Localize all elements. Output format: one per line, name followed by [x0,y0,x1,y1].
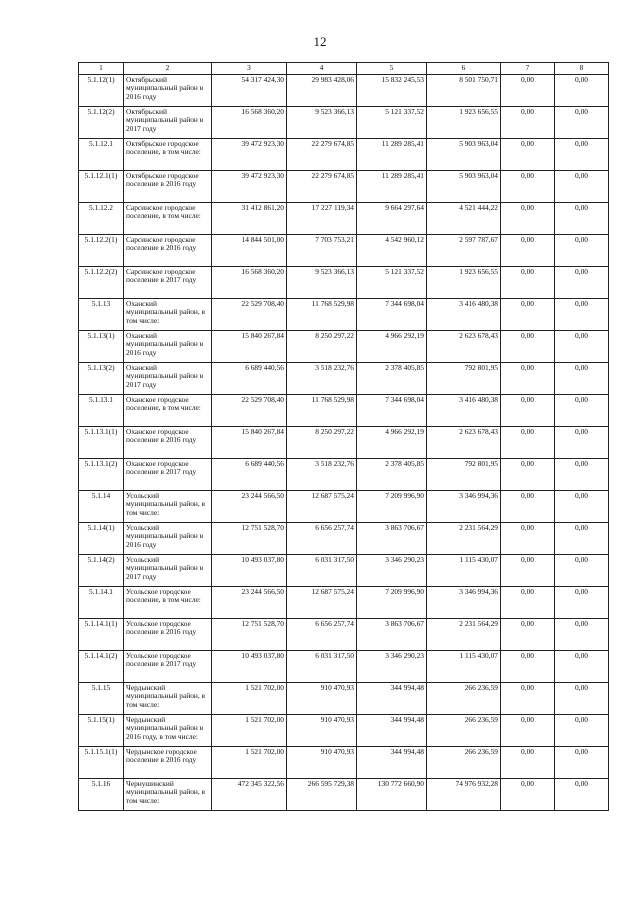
row-name-cell: Сарсинское городское поселение в 2016 году [124,234,212,266]
amount-cell-7: 0,00 [501,650,555,682]
total-amount-cell: 23 244 566,50 [212,490,287,522]
row-code-cell: 5.1.15.1(1) [79,746,124,778]
column-header: 8 [555,63,609,75]
amount-cell-7: 0,00 [501,522,555,554]
amount-cell-8: 0,00 [555,74,609,106]
amount-cell-6: 1 115 430,07 [427,650,501,682]
column-number-row [79,63,609,75]
amount-cell-8: 0,00 [555,298,609,330]
row-name-cell: Чердынский муниципальный район, в том числе: [124,682,212,714]
amount-cell-6: 1 923 656,55 [427,266,501,298]
amount-cell-8: 0,00 [555,106,609,138]
amount-cell-8: 0,00 [555,266,609,298]
amount-cell-5: 7 209 996,90 [357,586,427,618]
amount-cell-4: 12 687 575,24 [287,586,357,618]
amount-cell-8: 0,00 [555,362,609,394]
row-name-cell: Октябрьский муниципальный район в 2017 году [124,106,212,138]
amount-cell-8: 0,00 [555,330,609,362]
total-amount-cell: 10 493 037,80 [212,554,287,586]
amount-cell-7: 0,00 [501,362,555,394]
row-name-cell: Оханское городское поселение, в том числе: [124,394,212,426]
amount-cell-6: 1 115 430,07 [427,554,501,586]
table-row [79,362,609,394]
amount-cell-6: 266 236,59 [427,682,501,714]
amount-cell-8: 0,00 [555,714,609,746]
amount-cell-5: 7 209 996,90 [357,490,427,522]
amount-cell-7: 0,00 [501,138,555,170]
amount-cell-4: 8 250 297,22 [287,426,357,458]
table-row [79,106,609,138]
amount-cell-5: 3 346 290,23 [357,554,427,586]
row-name-cell: Чернушинский муниципальный район, в том числе: [124,778,212,810]
table-row [79,138,609,170]
amount-cell-6: 3 346 994,36 [427,586,501,618]
total-amount-cell: 22 529 708,40 [212,394,287,426]
amount-cell-4: 6 656 257,74 [287,522,357,554]
amount-cell-7: 0,00 [501,458,555,490]
row-name-cell: Усольский муниципальный район в 2017 году [124,554,212,586]
amount-cell-7: 0,00 [501,778,555,810]
total-amount-cell: 6 689 440,56 [212,458,287,490]
table-body [79,74,609,810]
table-row [79,426,609,458]
total-amount-cell: 6 689 440,56 [212,362,287,394]
amount-cell-8: 0,00 [555,426,609,458]
amount-cell-6: 2 623 678,43 [427,330,501,362]
column-header: 7 [501,63,555,75]
amount-cell-8: 0,00 [555,778,609,810]
total-amount-cell: 22 529 708,40 [212,298,287,330]
amount-cell-8: 0,00 [555,522,609,554]
amount-cell-5: 3 863 706,67 [357,618,427,650]
row-code-cell: 5.1.13.1(1) [79,426,124,458]
total-amount-cell: 15 840 267,84 [212,426,287,458]
amount-cell-7: 0,00 [501,202,555,234]
row-name-cell: Сарсинское городское поселение в 2017 году [124,266,212,298]
amount-cell-7: 0,00 [501,554,555,586]
total-amount-cell: 1 521 702,00 [212,714,287,746]
table-row [79,490,609,522]
total-amount-cell: 1 521 702,00 [212,682,287,714]
row-code-cell: 5.1.13.1(2) [79,458,124,490]
amount-cell-4: 11 768 529,98 [287,394,357,426]
total-amount-cell: 16 568 360,20 [212,266,287,298]
row-code-cell: 5.1.14(1) [79,522,124,554]
row-name-cell: Оханское городское поселение в 2016 году [124,426,212,458]
row-name-cell: Октябрьское городское поселение в 2016 году [124,170,212,202]
amount-cell-5: 7 344 698,04 [357,394,427,426]
amount-cell-8: 0,00 [555,618,609,650]
amount-cell-6: 74 976 932,28 [427,778,501,810]
amount-cell-6: 792 801,95 [427,458,501,490]
row-code-cell: 5.1.12(1) [79,74,124,106]
table-row [79,266,609,298]
amount-cell-4: 22 279 674,85 [287,170,357,202]
amount-cell-5: 7 344 698,04 [357,298,427,330]
row-name-cell: Сарсинское городское поселение, в том числе: [124,202,212,234]
row-code-cell: 5.1.15(1) [79,714,124,746]
table-row [79,778,609,810]
amount-cell-6: 5 903 963,04 [427,170,501,202]
amount-cell-7: 0,00 [501,394,555,426]
amount-cell-4: 910 470,93 [287,746,357,778]
table-row [79,746,609,778]
row-name-cell: Чердынский муниципальный район в 2016 году, в том числе: [124,714,212,746]
row-name-cell: Усольское городское поселение в 2016 году [124,618,212,650]
table-row [79,618,609,650]
amount-cell-8: 0,00 [555,682,609,714]
amount-cell-7: 0,00 [501,714,555,746]
table-row [79,586,609,618]
amount-cell-8: 0,00 [555,170,609,202]
amount-cell-4: 6 656 257,74 [287,618,357,650]
amount-cell-8: 0,00 [555,202,609,234]
amount-cell-6: 3 416 480,38 [427,298,501,330]
amount-cell-6: 4 521 444,22 [427,202,501,234]
amount-cell-7: 0,00 [501,330,555,362]
row-code-cell: 5.1.14.1(2) [79,650,124,682]
amount-cell-8: 0,00 [555,650,609,682]
amount-cell-6: 2 231 564,29 [427,618,501,650]
total-amount-cell: 14 844 501,00 [212,234,287,266]
amount-cell-5: 3 346 290,23 [357,650,427,682]
total-amount-cell: 472 345 322,56 [212,778,287,810]
row-name-cell: Октябрьский муниципальный район в 2016 году [124,74,212,106]
row-code-cell: 5.1.14 [79,490,124,522]
amount-cell-7: 0,00 [501,74,555,106]
amount-cell-5: 11 289 285,41 [357,170,427,202]
amount-cell-4: 9 523 366,13 [287,266,357,298]
total-amount-cell: 12 751 528,70 [212,618,287,650]
amount-cell-5: 4 966 292,19 [357,330,427,362]
amount-cell-8: 0,00 [555,746,609,778]
amount-cell-4: 6 031 317,50 [287,650,357,682]
table-row [79,234,609,266]
column-header: 2 [124,63,212,75]
amount-cell-8: 0,00 [555,490,609,522]
amount-cell-4: 29 983 428,06 [287,74,357,106]
row-code-cell: 5.1.12.2(1) [79,234,124,266]
table-row [79,74,609,106]
row-name-cell: Усольский муниципальный район в 2016 году [124,522,212,554]
amount-cell-5: 2 378 405,85 [357,458,427,490]
amount-cell-5: 344 994,48 [357,746,427,778]
column-header: 1 [79,63,124,75]
row-name-cell: Оханский муниципальный район, в том числе: [124,298,212,330]
total-amount-cell: 31 412 861,20 [212,202,287,234]
row-name-cell: Усольский муниципальный район, в том числе: [124,490,212,522]
column-header: 3 [212,63,287,75]
row-name-cell: Оханский муниципальный район в 2016 году [124,330,212,362]
amount-cell-5: 344 994,48 [357,682,427,714]
amount-cell-7: 0,00 [501,170,555,202]
amount-cell-4: 910 470,93 [287,714,357,746]
amount-cell-7: 0,00 [501,586,555,618]
amount-cell-8: 0,00 [555,554,609,586]
amount-cell-7: 0,00 [501,106,555,138]
amount-cell-5: 9 664 297,64 [357,202,427,234]
amount-cell-7: 0,00 [501,266,555,298]
total-amount-cell: 1 521 702,00 [212,746,287,778]
row-code-cell: 5.1.14(2) [79,554,124,586]
amount-cell-4: 266 595 729,38 [287,778,357,810]
total-amount-cell: 10 493 037,80 [212,650,287,682]
amount-cell-6: 792 801,95 [427,362,501,394]
table-row [79,394,609,426]
amount-cell-4: 9 523 366,13 [287,106,357,138]
row-code-cell: 5.1.12(2) [79,106,124,138]
amount-cell-8: 0,00 [555,234,609,266]
row-name-cell: Оханский муниципальный район в 2017 году [124,362,212,394]
row-name-cell: Усольское городское поселение, в том числе: [124,586,212,618]
row-name-cell: Октябрьское городское поселение, в том числе: [124,138,212,170]
table-row [79,682,609,714]
total-amount-cell: 39 472 923,30 [212,138,287,170]
table-row [79,650,609,682]
amount-cell-7: 0,00 [501,298,555,330]
amount-cell-5: 2 378 405,85 [357,362,427,394]
row-name-cell: Усольское городское поселение в 2017 году [124,650,212,682]
table-row [79,714,609,746]
table-row [79,554,609,586]
total-amount-cell: 39 472 923,30 [212,170,287,202]
amount-cell-7: 0,00 [501,490,555,522]
column-header: 6 [427,63,501,75]
table-row [79,298,609,330]
row-code-cell: 5.1.13(2) [79,362,124,394]
amount-cell-5: 4 542 960,12 [357,234,427,266]
table-row [79,458,609,490]
amount-cell-8: 0,00 [555,394,609,426]
total-amount-cell: 54 317 424,30 [212,74,287,106]
row-code-cell: 5.1.15 [79,682,124,714]
amount-cell-6: 266 236,59 [427,714,501,746]
amount-cell-4: 8 250 297,22 [287,330,357,362]
amount-cell-7: 0,00 [501,234,555,266]
table-row [79,170,609,202]
amount-cell-5: 5 121 337,52 [357,106,427,138]
amount-cell-8: 0,00 [555,138,609,170]
amount-cell-6: 3 346 994,36 [427,490,501,522]
total-amount-cell: 15 840 267,84 [212,330,287,362]
amount-cell-5: 3 863 706,67 [357,522,427,554]
amount-cell-4: 17 227 119,34 [287,202,357,234]
amount-cell-5: 130 772 660,90 [357,778,427,810]
amount-cell-7: 0,00 [501,682,555,714]
column-header: 5 [357,63,427,75]
row-code-cell: 5.1.12.2 [79,202,124,234]
amount-cell-6: 266 236,59 [427,746,501,778]
amount-cell-6: 5 903 963,04 [427,138,501,170]
amount-cell-4: 11 768 529,98 [287,298,357,330]
amount-cell-6: 3 416 480,38 [427,394,501,426]
amount-cell-4: 3 518 232,76 [287,458,357,490]
row-code-cell: 5.1.14.1 [79,586,124,618]
amount-cell-5: 15 832 245,53 [357,74,427,106]
row-code-cell: 5.1.12.1 [79,138,124,170]
amount-cell-4: 910 470,93 [287,682,357,714]
row-code-cell: 5.1.16 [79,778,124,810]
column-header: 4 [287,63,357,75]
row-name-cell: Оханское городское поселение в 2017 году [124,458,212,490]
amount-cell-8: 0,00 [555,586,609,618]
total-amount-cell: 23 244 566,50 [212,586,287,618]
amount-cell-5: 5 121 337,52 [357,266,427,298]
amount-cell-7: 0,00 [501,618,555,650]
amount-cell-5: 344 994,48 [357,714,427,746]
page-number: 12 [313,34,327,49]
amount-cell-8: 0,00 [555,458,609,490]
amount-cell-6: 2 623 678,43 [427,426,501,458]
amount-cell-6: 2 597 787,67 [427,234,501,266]
row-code-cell: 5.1.13 [79,298,124,330]
table-row [79,202,609,234]
amount-cell-7: 0,00 [501,746,555,778]
row-code-cell: 5.1.12.1(1) [79,170,124,202]
total-amount-cell: 16 568 360,20 [212,106,287,138]
row-code-cell: 5.1.13.1 [79,394,124,426]
amount-cell-6: 2 231 564,29 [427,522,501,554]
amount-cell-4: 3 518 232,76 [287,362,357,394]
amount-cell-6: 1 923 656,55 [427,106,501,138]
table-row [79,522,609,554]
amount-cell-7: 0,00 [501,426,555,458]
budget-table [78,62,609,811]
row-code-cell: 5.1.13(1) [79,330,124,362]
row-name-cell: Чердынское городское поселение в 2016 году [124,746,212,778]
amount-cell-5: 4 966 292,19 [357,426,427,458]
total-amount-cell: 12 751 528,70 [212,522,287,554]
row-code-cell: 5.1.12.2(2) [79,266,124,298]
table-row [79,330,609,362]
amount-cell-4: 22 279 674,85 [287,138,357,170]
row-code-cell: 5.1.14.1(1) [79,618,124,650]
amount-cell-4: 7 703 753,21 [287,234,357,266]
amount-cell-4: 12 687 575,24 [287,490,357,522]
amount-cell-6: 8 501 750,71 [427,74,501,106]
amount-cell-5: 11 289 285,41 [357,138,427,170]
amount-cell-4: 6 031 317,50 [287,554,357,586]
